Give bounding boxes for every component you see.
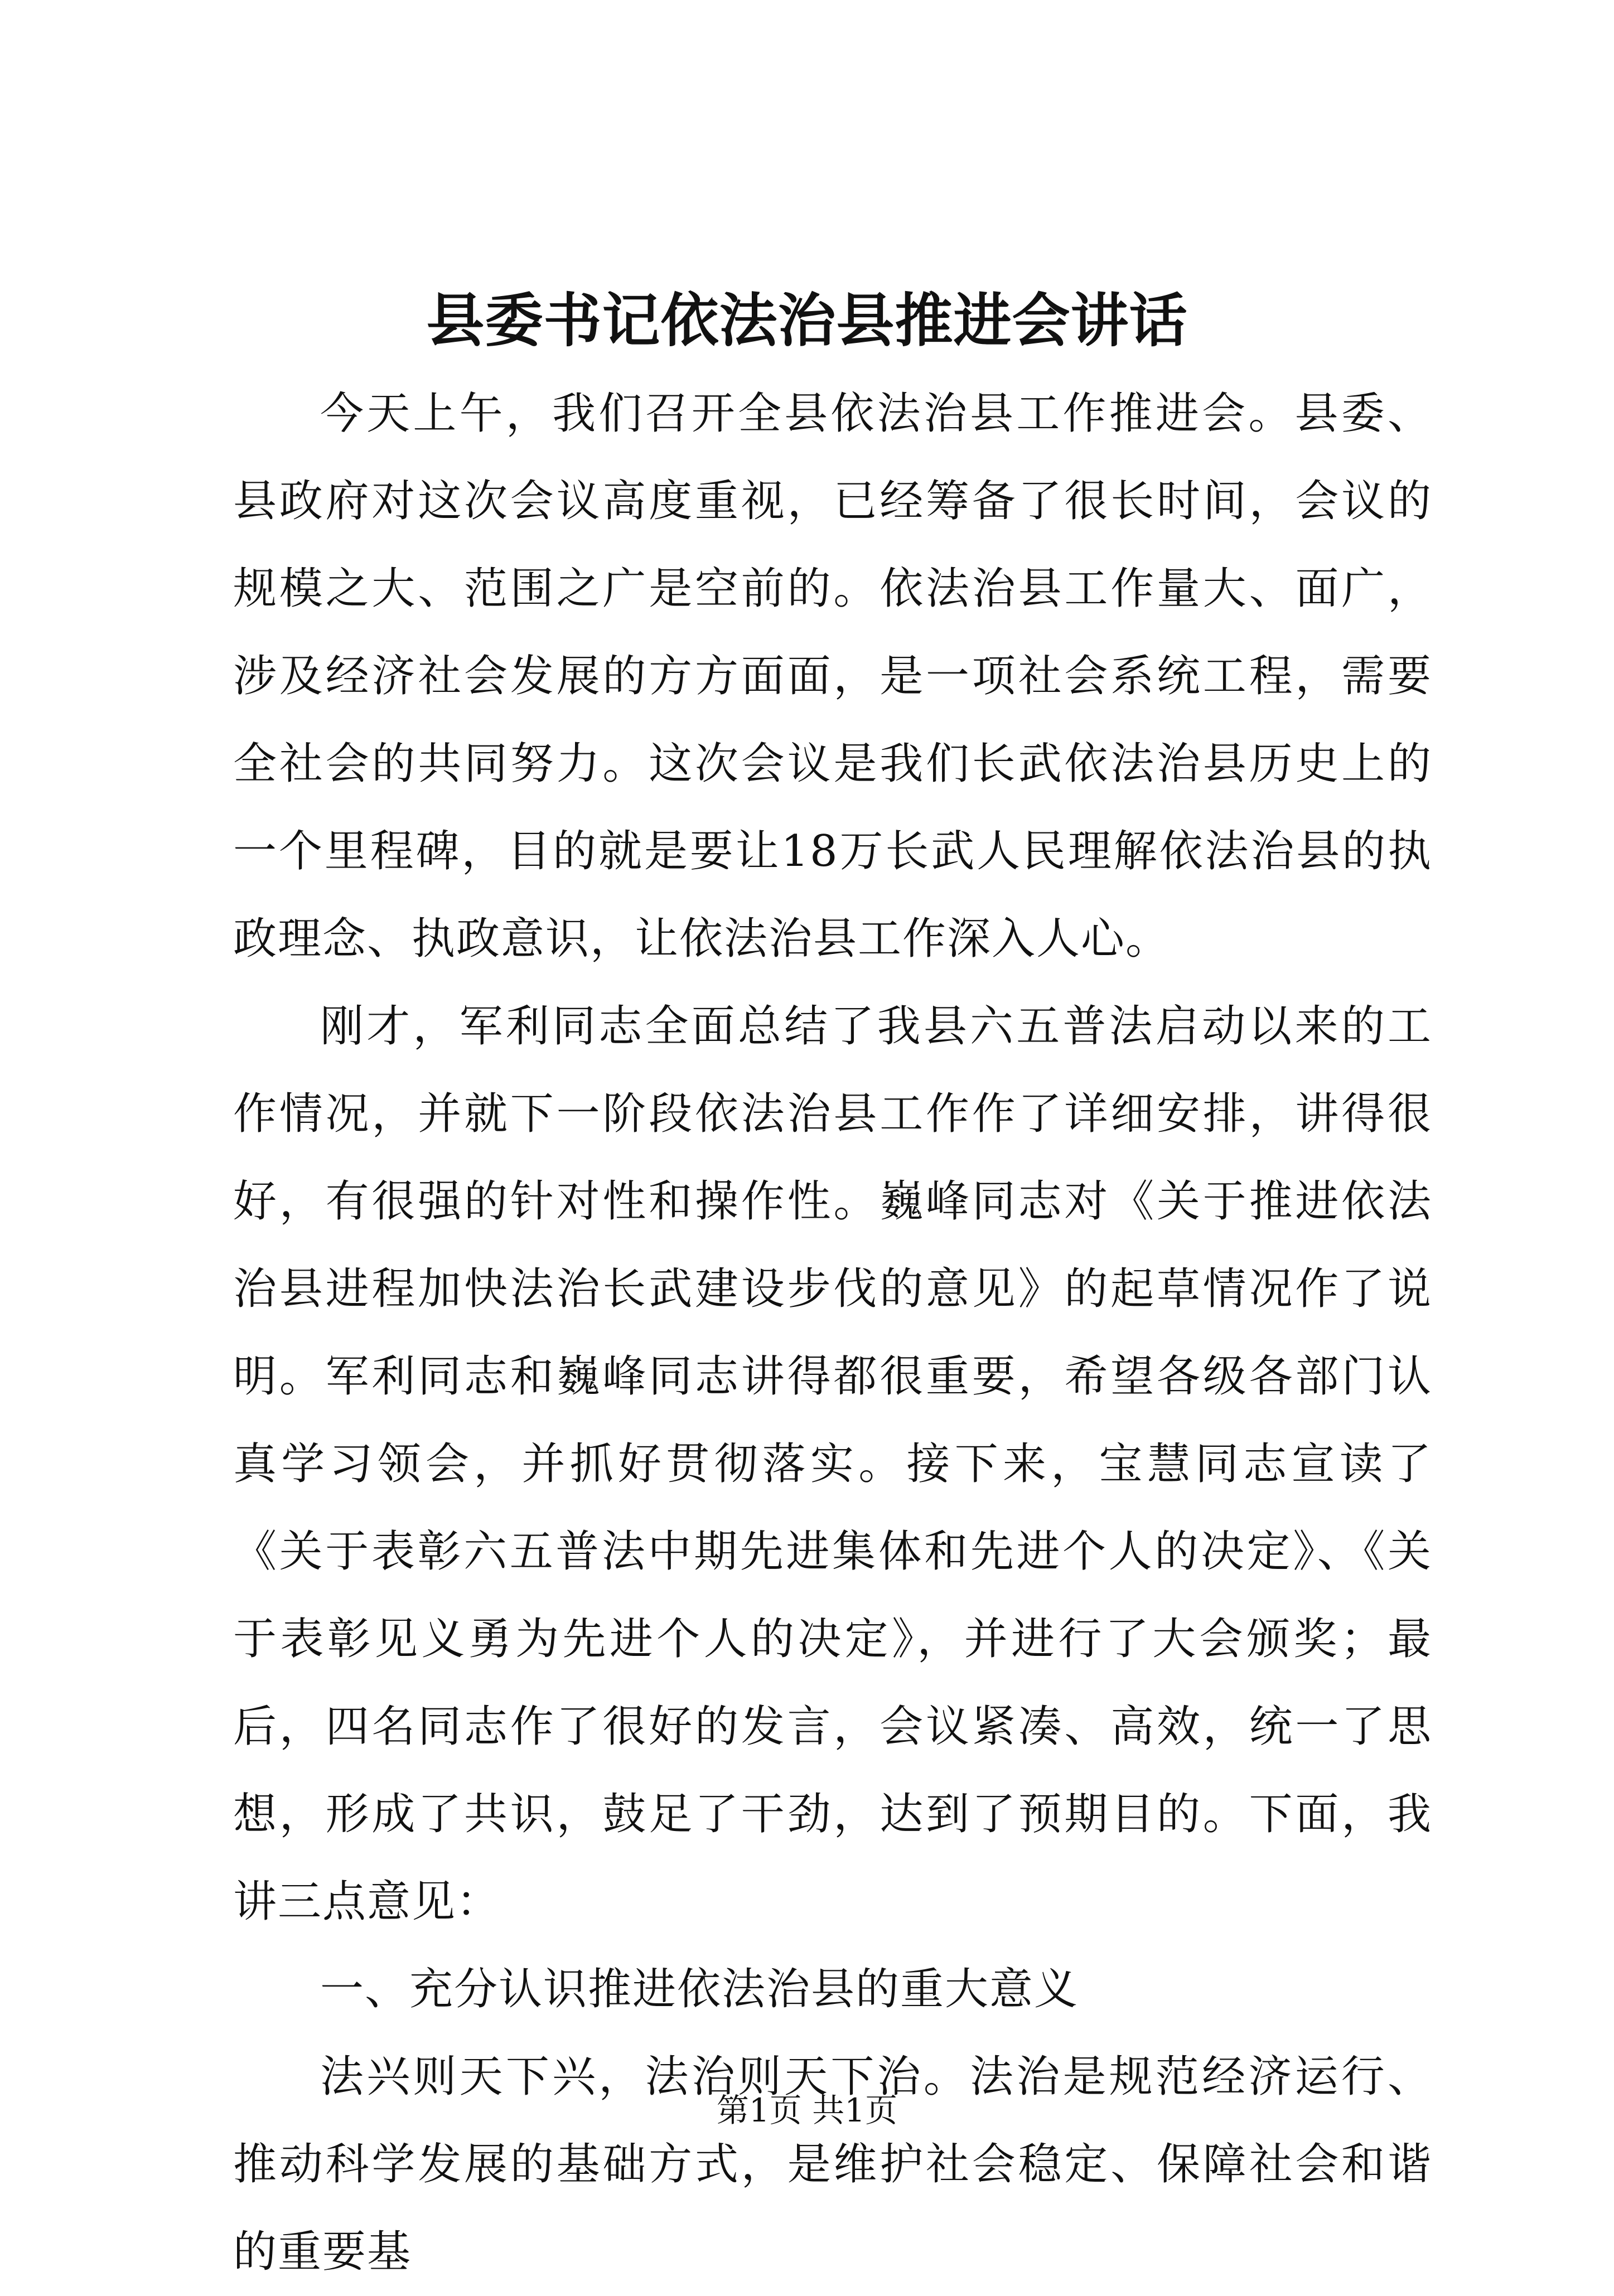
page-footer xyxy=(0,2088,1614,2133)
paragraph-summary: 刚才，军利同志全面总结了我县六五普法启动以来的工作情况，并就下一阶段依法治县工作作了详细安排，讲得很好，有很强的针对性和操作性。巍峰同志对《关于推进依法治县进程加快法治长武建设步伐的意见》的起草情况作了说明。军利同志和巍峰同志讲得都很重要，希望各级各部门认真学习领会，并抓好贯彻落实。接下来，宝慧同志宣读了《关于表彰六五普法中期先进集体和先进个人的决定》、《关于表彰见义勇为先进个人的决定》，并进行了大会颁奖；最后，四名同志作了很好的发言，会议紧凑、高效，统一了思想，形成了共识，鼓足了干劲，达到了预期目的。下面，我讲三点意见： xyxy=(233,1001,1432,1927)
document-body xyxy=(233,370,1432,2296)
section-heading: 一、充分认识推进依法治县的重大意义 xyxy=(320,1964,1079,2014)
paragraph-opening: 今天上午，我们召开全县依法治县工作推进会。县委、县政府对这次会议高度重视，已经筹备了很长时间，会议的规模之大、范围之广是空前的。依法治县工作量大、面广，涉及经济社会发展的方方面面，是一项社会系统工程，需要全社会的共同努力。这次会议是我们长武依法治县历史上的一个里程碑，目的就是要让18万长武人民理解依法治县的执政理念、执政意识，让依法治县工作深入人心。 xyxy=(233,389,1432,964)
paragraph-section-one: 法兴则天下兴，法治则天下治。法治是规范经济运行、推动科学发展的基础方式，是维护社会稳定、保障社会和谐的重要基 xyxy=(233,2052,1432,2277)
page-number-label: 第1页 共1页 xyxy=(716,2091,898,2129)
document-title: 县委书记依法治县推进会讲话 xyxy=(426,286,1188,355)
